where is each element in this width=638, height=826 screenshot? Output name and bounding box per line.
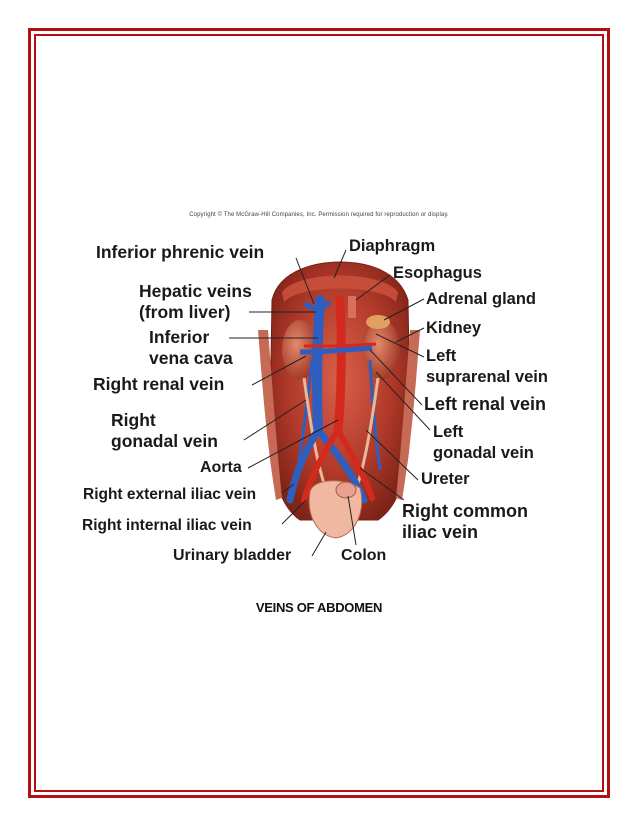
label-left-gonadal-vein: Left gonadal vein: [433, 423, 534, 462]
label-right-internal-iliac-vein: Right internal iliac vein: [82, 517, 252, 534]
label-hepatic-veins: Hepatic veins (from liver): [139, 281, 252, 322]
colon-shape: [336, 482, 356, 498]
figure-caption: VEINS OF ABDOMEN: [255, 600, 383, 615]
adrenal-gland: [366, 315, 390, 329]
copyright-notice: Copyright © The McGraw-Hill Companies, Inc. Permission required for reproduction or display.: [189, 212, 449, 218]
esophagus-shape: [348, 296, 356, 318]
label-inferior-vena-cava: Inferior vena cava: [149, 327, 233, 368]
label-right-gonadal-vein: Right gonadal vein: [111, 410, 218, 451]
label-ureter: Ureter: [421, 470, 470, 488]
label-colon: Colon: [341, 547, 387, 564]
label-right-external-iliac-vein: Right external iliac vein: [83, 486, 257, 503]
label-urinary-bladder: Urinary bladder: [173, 547, 292, 564]
label-adrenal-gland: Adrenal gland: [426, 290, 537, 308]
label-esophagus: Esophagus: [393, 264, 482, 282]
inferior-vena-cava-shape: [317, 300, 320, 430]
label-left-suprarenal-vein: Left suprarenal vein: [426, 347, 548, 386]
label-kidney: Kidney: [426, 319, 482, 337]
aorta-shape: [338, 300, 341, 430]
label-right-common-iliac-vein: Right common iliac vein: [402, 501, 528, 542]
label-aorta: Aorta: [200, 459, 242, 476]
label-inferior-phrenic-vein: Inferior phrenic vein: [96, 242, 265, 262]
label-diaphragm: Diaphragm: [349, 237, 436, 255]
label-left-renal-vein: Left renal vein: [424, 394, 547, 414]
label-right-renal-vein: Right renal vein: [93, 374, 225, 394]
